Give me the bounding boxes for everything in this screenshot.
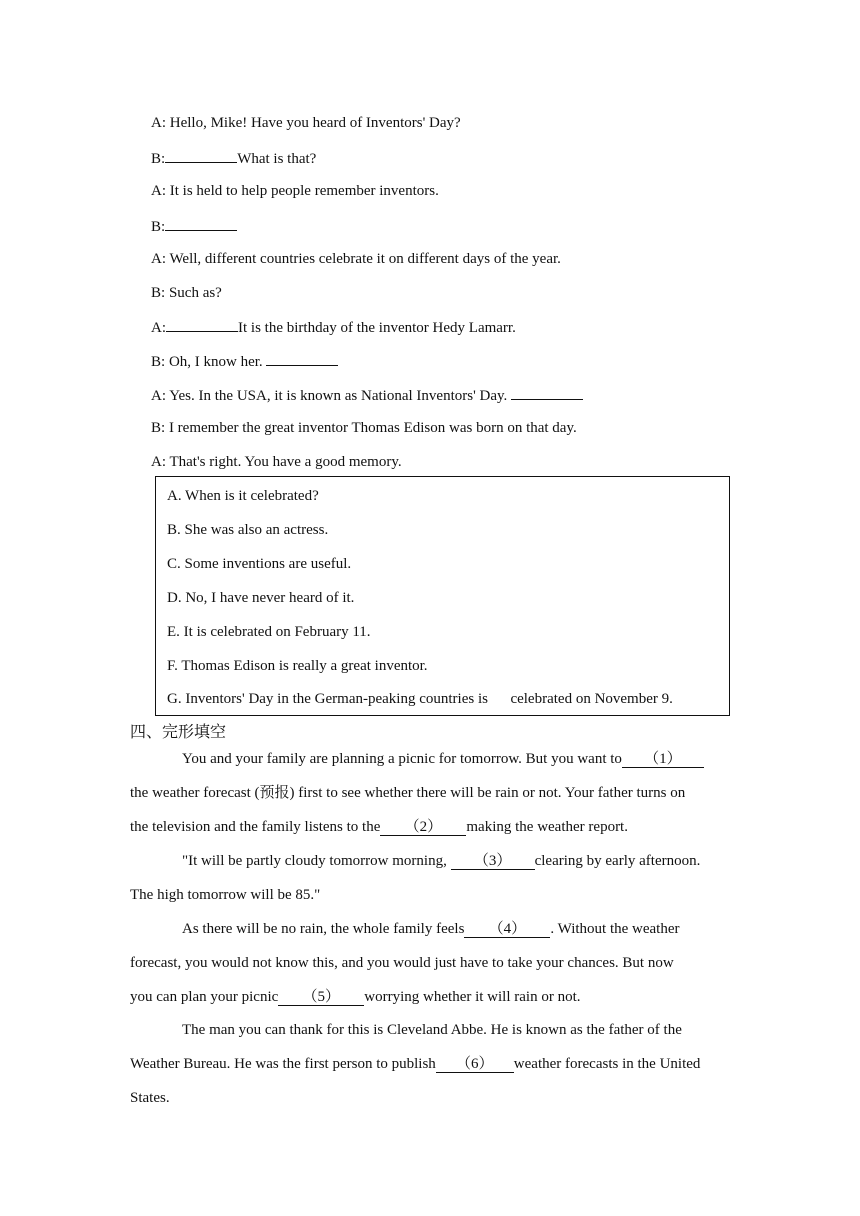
option-item: C. Some inventions are useful.	[167, 555, 352, 572]
option-item: E. It is celebrated on February 11.	[167, 623, 371, 640]
passage-line: the weather forecast (预报) first to see whether there will be rain or not. Your father turns on	[130, 785, 686, 801]
passage-line	[182, 852, 700, 870]
dialogue-line	[151, 148, 316, 168]
gap-4[interactable]: （4）	[464, 921, 550, 938]
options-box	[155, 476, 730, 716]
passage-line	[130, 818, 628, 836]
speaker-label: A:	[151, 320, 166, 337]
passage-text: . Without the weather	[550, 921, 680, 937]
answer-blank[interactable]	[266, 351, 338, 366]
speaker-label: B:	[151, 420, 166, 437]
passage-line: The man you can thank for this is Cleveland Abbe. He is known as the father of the	[182, 1022, 682, 1038]
passage-line	[130, 988, 581, 1006]
dialogue-line	[151, 216, 237, 236]
dialogue-line	[151, 182, 439, 200]
speaker-label: B:	[151, 354, 166, 371]
answer-blank[interactable]	[165, 216, 237, 231]
passage-line: The high tomorrow will be 85."	[130, 887, 321, 903]
speaker-label: A:	[151, 250, 166, 267]
passage-text: As there will be no rain, the whole family feels	[182, 921, 465, 937]
answer-blank[interactable]	[166, 317, 238, 332]
answer-blank[interactable]	[165, 148, 237, 163]
passage-text: weather forecasts in the United	[513, 1056, 701, 1072]
option-item: D. No, I have never heard of it.	[167, 589, 355, 606]
passage-line	[130, 1055, 700, 1073]
dialogue-line	[151, 250, 561, 268]
dialogue-text: Hello, Mike! Have you heard of Inventors' Day?	[166, 115, 461, 131]
passage-line	[182, 920, 680, 938]
passage-text: the television and the family listens to the	[130, 819, 381, 835]
passage-text: worrying whether it will rain or not.	[364, 989, 581, 1005]
section-heading: 四、完形填空	[130, 722, 227, 741]
passage-text: making the weather report.	[466, 819, 628, 835]
dialogue-text: I remember the great inventor Thomas Edison was born on that day.	[165, 420, 577, 437]
option-item: F. Thomas Edison is really a great inventor.	[167, 657, 428, 674]
option-item: G. Inventors' Day in the German-peaking countries is celebrated on November 9.	[167, 691, 673, 708]
passage-line: States.	[130, 1090, 170, 1106]
dialogue-line	[151, 284, 222, 302]
gap-3[interactable]: （3）	[451, 853, 535, 870]
passage-text: you can plan your picnic	[130, 989, 279, 1005]
passage-text: Weather Bureau. He was the first person to publish	[130, 1056, 436, 1072]
gap-2[interactable]: （2）	[380, 819, 466, 836]
dialogue-line	[151, 351, 338, 371]
gap-1[interactable]: （1）	[622, 751, 704, 768]
dialogue-line	[151, 453, 402, 471]
dialogue-text: It is held to help people remember inventors.	[166, 182, 439, 199]
answer-blank[interactable]	[511, 385, 583, 400]
dialogue-line	[151, 317, 516, 337]
dialogue-line	[151, 419, 577, 437]
dialogue-line	[151, 385, 583, 405]
passage-line: forecast, you would not know this, and you would just have to take your chances. But now	[130, 955, 674, 971]
dialogue-text: Such as?	[165, 284, 222, 301]
speaker-label: A:	[151, 182, 166, 199]
dialogue-text: Oh, I know her.	[165, 354, 267, 371]
speaker-label: B:	[151, 218, 166, 235]
option-item: A. When is it celebrated?	[167, 488, 319, 504]
gap-6[interactable]: （6）	[436, 1056, 514, 1073]
option-item: B. She was also an actress.	[167, 521, 329, 538]
passage-text: You and your family are planning a picnic for tomorrow. But you want to	[182, 751, 622, 767]
dialogue-text: Well, different countries celebrate it on different days of the year.	[166, 250, 561, 267]
speaker-label: A:	[151, 115, 166, 131]
passage-line	[182, 750, 704, 768]
dialogue-text: It is the birthday of the inventor Hedy Lamarr.	[238, 320, 516, 337]
gap-5[interactable]: （5）	[278, 989, 364, 1006]
dialogue-line	[151, 114, 461, 132]
speaker-label: A:	[151, 454, 166, 470]
passage-text: clearing by early afternoon.	[534, 853, 701, 869]
speaker-label: A:	[151, 388, 166, 405]
speaker-label: B:	[151, 150, 166, 167]
dialogue-text: That's right. You have a good memory.	[166, 454, 402, 470]
speaker-label: B:	[151, 284, 166, 301]
passage-text: "It will be partly cloudy tomorrow morning,	[182, 853, 451, 869]
dialogue-text: What is that?	[237, 150, 317, 167]
dialogue-text: Yes. In the USA, it is known as National Inventors' Day.	[166, 388, 512, 405]
